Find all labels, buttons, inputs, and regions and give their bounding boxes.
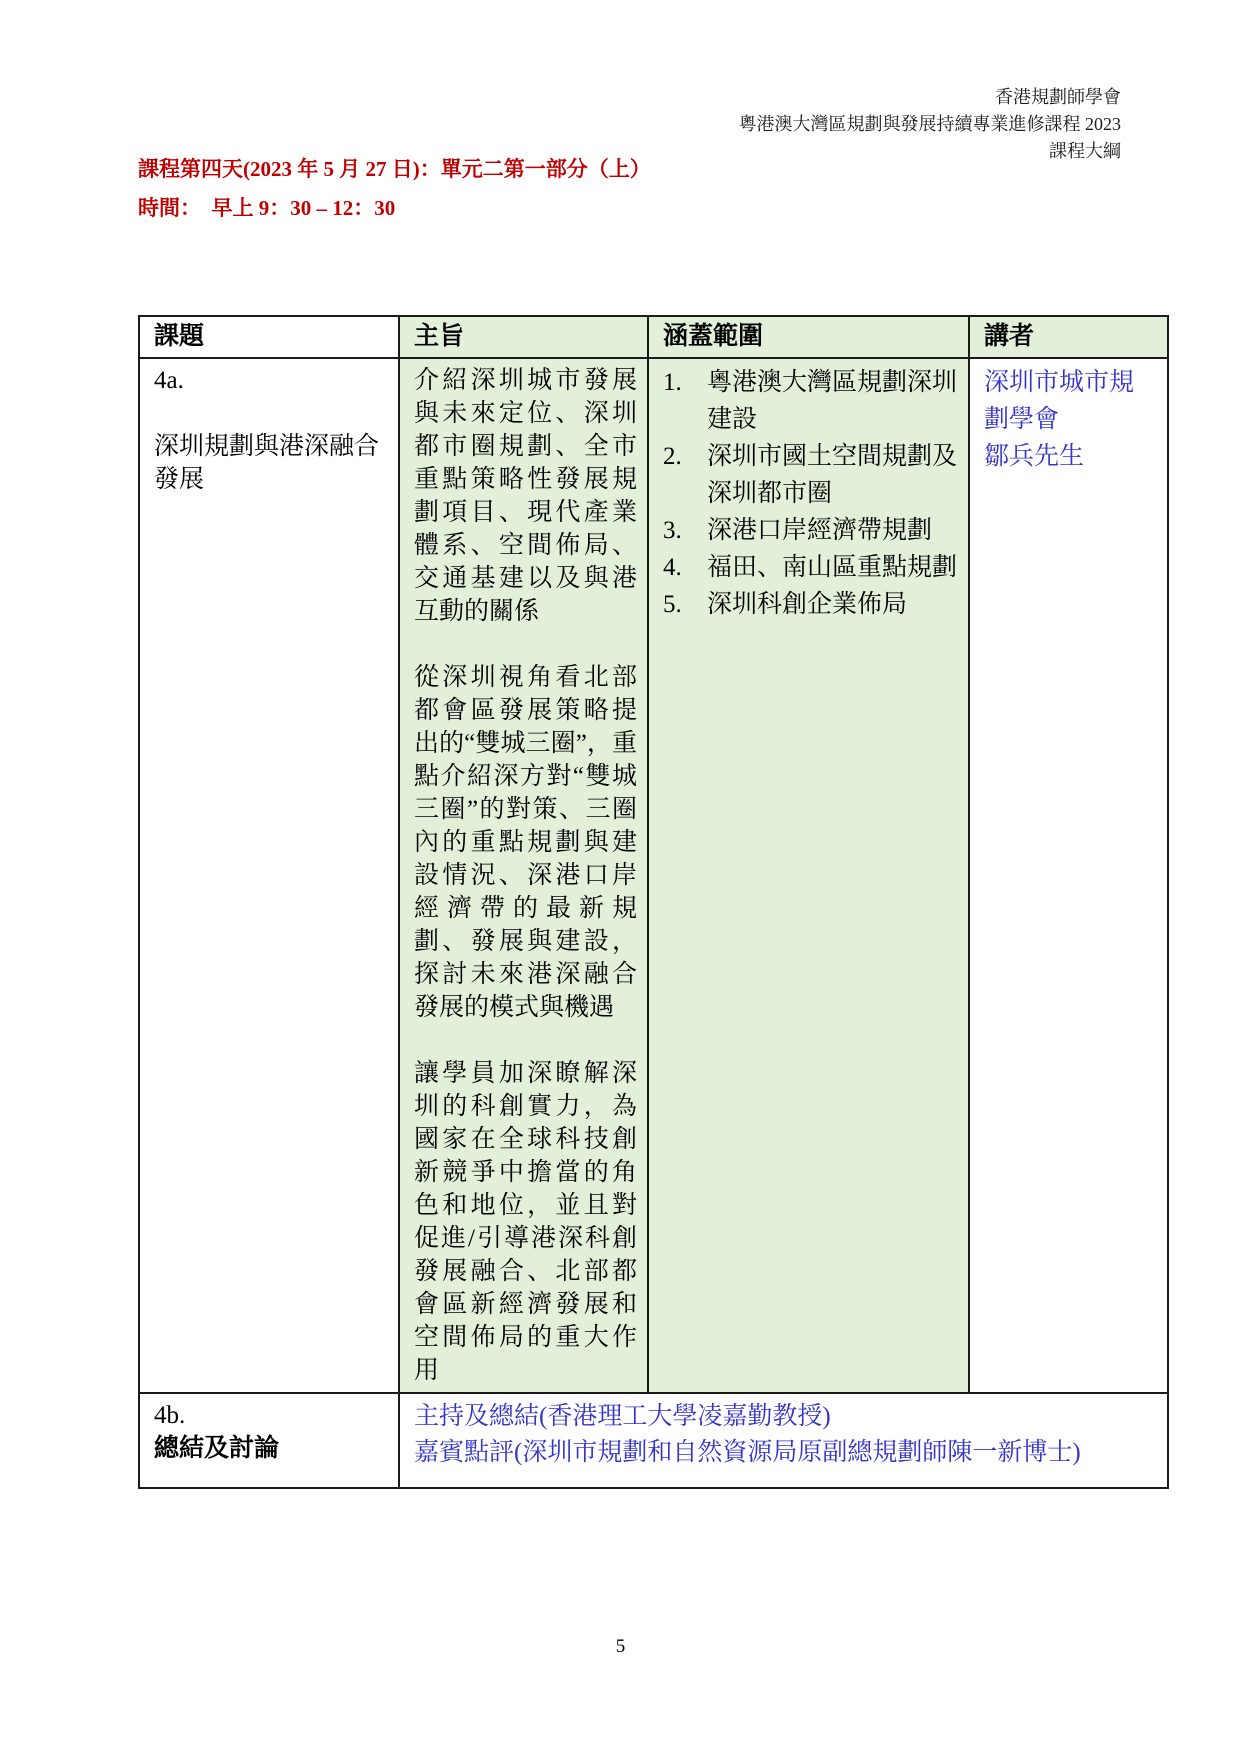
course-time: 時間： 早上 9：30 – 12：30 xyxy=(138,196,396,220)
table-header-row xyxy=(139,316,1168,358)
header-outline-label: 課程大綱 xyxy=(1049,141,1121,161)
topic-id-4a: 4a. xyxy=(154,367,184,394)
header-cell-speaker: 講者 xyxy=(969,316,1168,358)
scope-item-2: 深圳市國土空間規劃及深圳都市圈 xyxy=(707,443,958,507)
schedule-table xyxy=(138,315,1169,1489)
speaker-organization: 深圳市城市規劃學會 xyxy=(984,369,1135,433)
purpose-paragraph-3: 讓學員加深瞭解深圳的科創實力，為國家在全球科技創新競爭中擔當的角色和地位，並且對促進/引導港深科創發展融合、北部都會區新經濟發展和空間佈局的重大作用 xyxy=(414,1060,637,1384)
header-cell-scope: 涵蓋範圍 xyxy=(648,316,969,358)
summary-cell-4b xyxy=(399,1393,1168,1488)
document-header xyxy=(739,84,1122,165)
purpose-cell-4a xyxy=(399,358,648,1393)
purpose-paragraph-2: 從深圳視角看北部都會區發展策略提出的“雙城三圈”，重點介紹深方對“雙城三圈”的對策、三圈內的重點規劃與建設情況、深港口岸經濟帶的最新規劃、發展與建設，探討未來港深融合發展的模式與機遇 xyxy=(414,664,637,1021)
summary-line-2: 嘉賓點評(深圳市規劃和自然資源局原副總規劃師陳一新博士) xyxy=(414,1439,1081,1466)
speaker-cell-4a xyxy=(969,358,1168,1393)
scope-item-4: 福田、南山區重點規劃 xyxy=(707,554,958,581)
header-course-name: 粵港澳大灣區規劃與發展持續專業進修課程 2023 xyxy=(738,114,1121,134)
scope-list xyxy=(663,364,958,623)
table-row-4b xyxy=(139,1393,1168,1488)
page-number: 5 xyxy=(615,1636,626,1657)
speaker-person: 鄒兵先生 xyxy=(984,443,1085,470)
purpose-paragraph-1: 介紹深圳城市發展與未來定位、深圳都市圈規劃、全市重點策略性發展規劃項目、現代產業體系、空間佈局、交通基建以及與港互動的關係 xyxy=(414,367,637,625)
scope-item-5: 深圳科創企業佈局 xyxy=(707,591,908,618)
header-cell-topic: 課題 xyxy=(139,316,399,358)
topic-name-4b: 總結及討論 xyxy=(154,1435,280,1462)
scope-item-1: 粵港澳大灣區規劃深圳建設 xyxy=(707,369,958,433)
topic-name-4a: 深圳規劃與港深融合發展 xyxy=(154,433,380,493)
scope-item-3: 深港口岸經濟帶規劃 xyxy=(707,517,933,544)
topic-cell-4b xyxy=(139,1393,399,1488)
topic-id-4b: 4b. xyxy=(154,1402,186,1429)
header-organization: 香港規劃師學會 xyxy=(995,87,1121,107)
course-title-block xyxy=(138,150,651,228)
summary-line-1: 主持及總結(香港理工大學凌嘉勤教授) xyxy=(414,1403,831,1430)
topic-cell-4a xyxy=(139,358,399,1393)
course-day-title: 課程第四天(2023 年 5 月 27 日)：單元二第一部分（上） xyxy=(138,157,651,181)
table-row-4a xyxy=(139,358,1168,1393)
scope-cell-4a xyxy=(648,358,969,1393)
header-cell-purpose: 主旨 xyxy=(399,316,648,358)
